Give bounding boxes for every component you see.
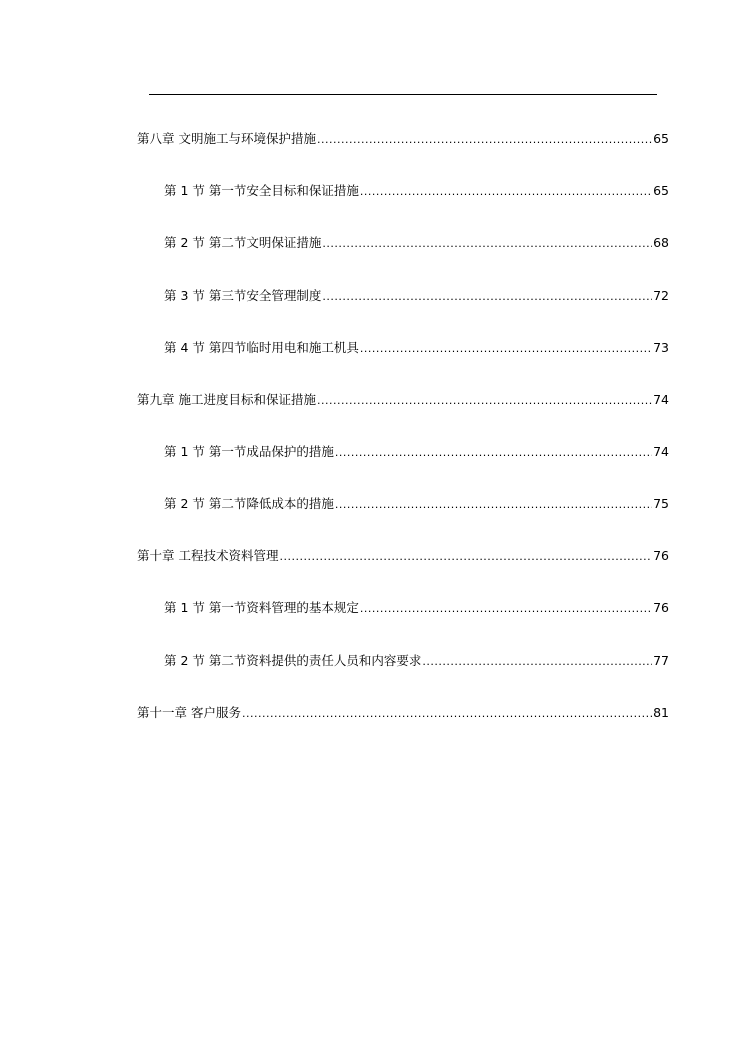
toc-entry-label: 第 2 节 第二节文明保证措施 bbox=[164, 235, 322, 250]
toc-dot-leader bbox=[317, 391, 652, 411]
toc-entry-label: 第八章 文明施工与环境保护措施 bbox=[137, 131, 316, 146]
toc-page-number: 81 bbox=[653, 705, 669, 720]
toc-entry[interactable] bbox=[164, 286, 669, 306]
toc-dot-leader bbox=[242, 704, 652, 724]
toc-page-number: 77 bbox=[653, 653, 669, 668]
header-rule bbox=[149, 94, 657, 95]
toc-dot-leader bbox=[322, 234, 652, 254]
toc-entry[interactable] bbox=[164, 181, 669, 201]
toc-entry-label: 第 1 节 第一节安全目标和保证措施 bbox=[164, 183, 359, 198]
toc-dot-leader bbox=[335, 495, 652, 515]
toc-dot-leader bbox=[360, 599, 652, 619]
toc-entry-label: 第九章 施工进度目标和保证措施 bbox=[137, 392, 316, 407]
toc-dot-leader bbox=[279, 547, 652, 567]
toc-entry[interactable] bbox=[164, 598, 669, 618]
toc-page-number: 76 bbox=[653, 548, 669, 563]
toc-entry[interactable] bbox=[137, 703, 669, 723]
toc-entry-label: 第 1 节 第一节成品保护的措施 bbox=[164, 444, 334, 459]
toc-entry[interactable] bbox=[137, 129, 669, 149]
toc-entry-label: 第 2 节 第二节降低成本的措施 bbox=[164, 496, 334, 511]
toc-dot-leader bbox=[322, 287, 652, 307]
toc-page-number: 65 bbox=[653, 131, 669, 146]
toc-page-number: 74 bbox=[653, 392, 669, 407]
toc-entry[interactable] bbox=[164, 233, 669, 253]
toc-entry[interactable] bbox=[164, 494, 669, 514]
toc-entry-label: 第 3 节 第三节安全管理制度 bbox=[164, 288, 322, 303]
toc-page-number: 74 bbox=[653, 444, 669, 459]
toc-entry[interactable] bbox=[164, 442, 669, 462]
toc-page-number: 72 bbox=[653, 288, 669, 303]
toc-entry[interactable] bbox=[137, 546, 669, 566]
toc-page-number: 65 bbox=[653, 183, 669, 198]
toc-page-number: 75 bbox=[653, 496, 669, 511]
toc-dot-leader bbox=[360, 182, 652, 202]
toc-page-number: 68 bbox=[653, 235, 669, 250]
toc-entry-label: 第 1 节 第一节资料管理的基本规定 bbox=[164, 600, 359, 615]
toc-entry-label: 第十一章 客户服务 bbox=[137, 705, 241, 720]
toc-page-number: 73 bbox=[653, 340, 669, 355]
toc-dot-leader bbox=[360, 339, 652, 359]
toc-dot-leader bbox=[422, 652, 652, 672]
toc-dot-leader bbox=[335, 443, 652, 463]
toc-dot-leader bbox=[317, 130, 652, 150]
toc-entry[interactable] bbox=[137, 390, 669, 410]
toc-entry-label: 第 2 节 第二节资料提供的责任人员和内容要求 bbox=[164, 653, 422, 668]
toc-entry-label: 第十章 工程技术资料管理 bbox=[137, 548, 279, 563]
toc-entry-label: 第 4 节 第四节临时用电和施工机具 bbox=[164, 340, 359, 355]
toc-entry[interactable] bbox=[164, 651, 669, 671]
toc-page-number: 76 bbox=[653, 600, 669, 615]
toc-entry[interactable] bbox=[164, 338, 669, 358]
